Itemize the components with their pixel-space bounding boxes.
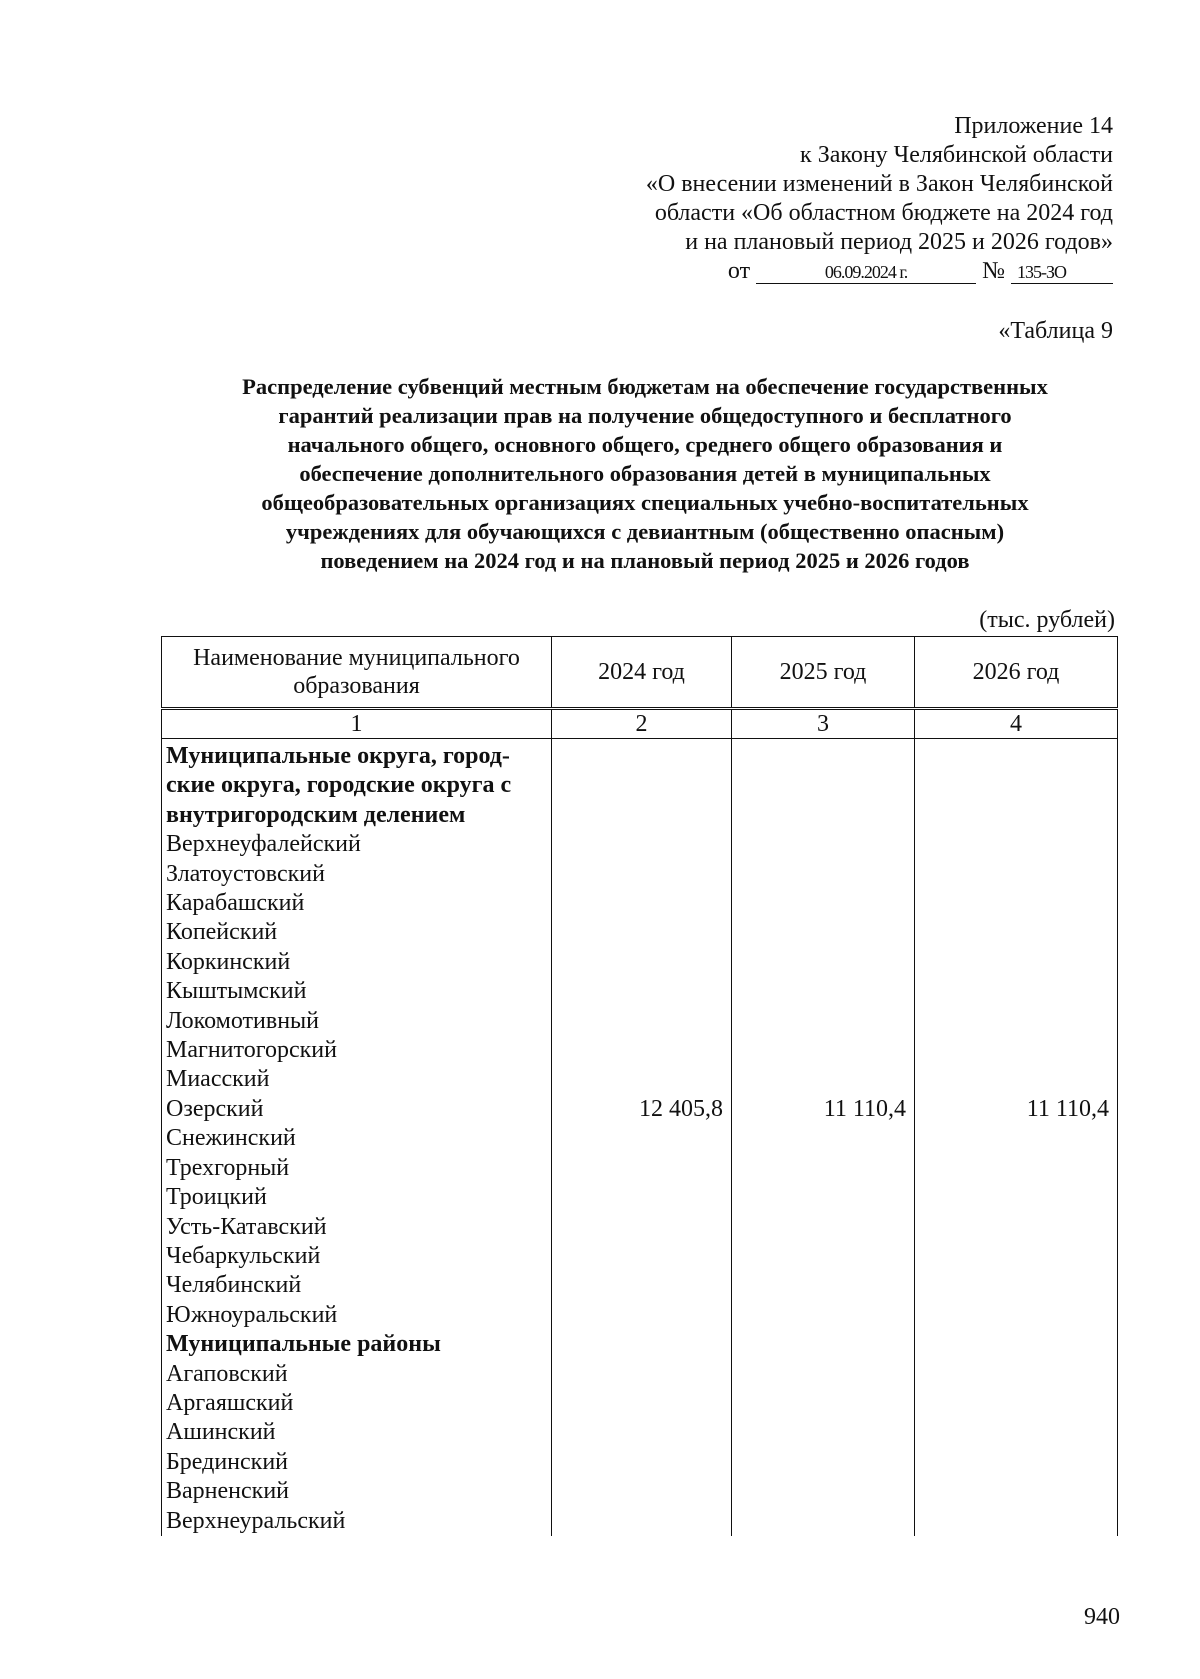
header-2024: 2024 год — [552, 637, 732, 709]
appendix-line: области «Об областном бюджете на 2024 год — [654, 200, 1113, 226]
title-line: Распределение субвенций местным бюджетам на обеспечение государственных — [242, 374, 1048, 399]
units-label: (тыс. рублей) — [979, 607, 1115, 633]
value-2026: 11 110,4 — [1026, 1096, 1109, 1122]
column-number-row — [162, 709, 1118, 739]
from-label: от — [727, 258, 751, 284]
list-item: Челябинский — [166, 1272, 302, 1299]
list-item: Карабашский — [166, 890, 305, 917]
list-item: Агаповский — [166, 1360, 288, 1387]
group-title-line: внутригородским делением — [166, 801, 466, 828]
value-2024: 12 405,8 — [639, 1096, 723, 1122]
column-number: 2 — [552, 709, 732, 739]
title-line: общеобразовательных организациях специальных учебно-воспитательных — [261, 490, 1029, 515]
list-item: Снежинский — [166, 1125, 296, 1152]
appendix-line: Приложение 14 — [954, 113, 1113, 139]
appendix-line: «О внесении изменений в Закон Челябинской — [645, 171, 1113, 197]
list-item: Верхнеуфалейский — [166, 831, 361, 858]
law-number-field: 135-ЗО — [1011, 261, 1113, 284]
list-item: Южноуральский — [166, 1301, 338, 1328]
list-item: Коркинский — [166, 948, 291, 975]
list-item: Чебаркульский — [166, 1242, 321, 1269]
title-line: учреждениях для обучающихся с девиантным (общественно опасным) — [285, 519, 1005, 544]
list-item: Копейский — [166, 919, 278, 946]
list-item: Брединский — [166, 1448, 289, 1475]
list-item: Миасский — [166, 1066, 270, 1093]
column-number: 3 — [732, 709, 915, 739]
appendix-header — [513, 112, 1113, 286]
group-title-urban — [166, 742, 547, 830]
table-header-row — [162, 637, 1118, 709]
municipality-list-cell — [162, 739, 552, 1536]
document-title — [170, 372, 1120, 575]
table-label: «Таблица 9 — [998, 318, 1113, 344]
list-item: Магнитогорский — [166, 1037, 337, 1064]
header-2026: 2026 год — [915, 637, 1118, 709]
column-number: 4 — [915, 709, 1118, 739]
value-2026-cell — [915, 739, 1118, 1536]
law-date-number-line — [513, 257, 1113, 286]
list-item: Озерский — [166, 1095, 264, 1122]
municipality-list — [162, 739, 551, 1536]
list-item: Аргаяшский — [166, 1389, 294, 1416]
urban-municipality-list — [166, 830, 547, 1330]
list-item: Трехгорный — [166, 1154, 290, 1181]
title-line: обеспечение дополнительного образования детей в муниципальных — [299, 461, 991, 486]
list-item: Варненский — [166, 1478, 289, 1505]
list-item: Локомотивный — [166, 1007, 320, 1034]
appendix-line: и на плановый период 2025 и 2026 годов» — [685, 229, 1113, 255]
column-number: 1 — [162, 709, 552, 739]
title-line: начального общего, основного общего, среднего общего образования и — [287, 432, 1003, 457]
title-line: поведением на 2024 год и на плановый период 2025 и 2026 годов — [320, 548, 970, 573]
list-item: Златоустовский — [166, 860, 325, 887]
value-2024-cell — [552, 739, 732, 1536]
list-item: Ашинский — [166, 1419, 276, 1446]
list-item: Верхнеуральский — [166, 1507, 346, 1534]
header-municipality: Наименование муниципального образования — [162, 637, 552, 709]
law-date-field: 06.09.2024 г. — [756, 261, 976, 284]
value-2025-cell — [732, 739, 915, 1536]
subvention-table — [161, 636, 1118, 1536]
list-item: Троицкий — [166, 1184, 267, 1211]
list-item: Кыштымский — [166, 978, 307, 1005]
group-title-line: Муниципальные округа, город- — [166, 743, 510, 769]
page-number: 940 — [1084, 1604, 1120, 1630]
group-title-districts: Муниципальные районы — [166, 1331, 441, 1358]
group-title-line: ские округа, городские округа с — [166, 772, 512, 799]
value-2025: 11 110,4 — [823, 1096, 906, 1122]
table-row — [162, 739, 1118, 1536]
title-line: гарантий реализации прав на получение общедоступного и бесплатного — [278, 403, 1012, 428]
appendix-line: к Закону Челябинской области — [800, 142, 1113, 168]
district-municipality-list — [166, 1360, 547, 1536]
list-item: Усть-Катавский — [166, 1213, 327, 1240]
number-label: № — [982, 258, 1005, 284]
header-2025: 2025 год — [732, 637, 915, 709]
